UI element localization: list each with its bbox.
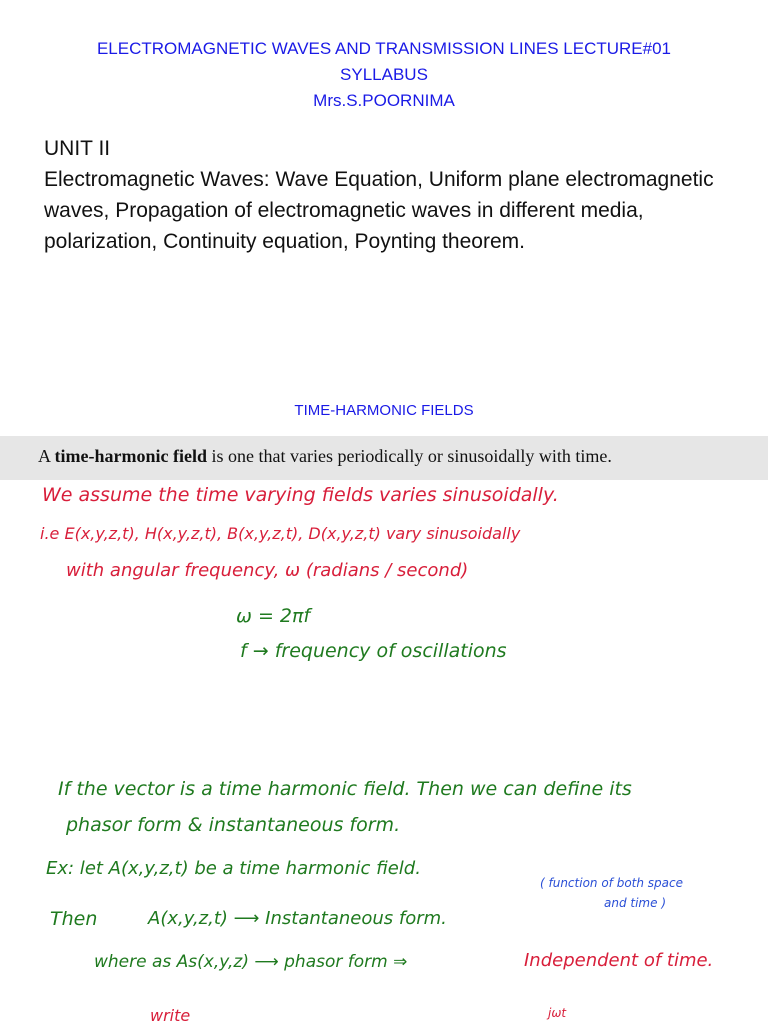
- note-independent: Independent of time.: [524, 950, 714, 971]
- instructor-name: Mrs.S.POORNIMA: [313, 91, 455, 110]
- note-assumption: We assume the time varying fields varies sinusoidally.: [42, 484, 559, 506]
- note-exponent: jωt: [548, 1006, 567, 1020]
- note-angular-frequency: with angular frequency, ω (radians / second): [66, 560, 469, 581]
- note-space-time-2: and time ): [604, 896, 666, 910]
- note-instantaneous: A(x,y,z,t) ⟶ Instantaneous form.: [148, 908, 447, 929]
- unit-label: UNIT II: [44, 137, 111, 160]
- syllabus-block: [44, 134, 744, 257]
- note-then: Then: [50, 908, 98, 930]
- note-frequency: f → frequency of oscillations: [240, 640, 507, 662]
- section-title: TIME-HARMONIC FIELDS: [294, 402, 474, 419]
- note-forms: phasor form & instantaneous form.: [66, 814, 401, 836]
- note-space-time-1: ( function of both space: [540, 876, 683, 890]
- note-write: write: [150, 1006, 191, 1025]
- definition-text: A time-harmonic field is one that varies periodically or sinusoidally with time.: [38, 446, 612, 466]
- course-title: ELECTROMAGNETIC WAVES AND TRANSMISSION LINES LECTURE#01: [96, 39, 672, 58]
- unit-description: Electromagnetic Waves: Wave Equation, Uniform plane electromagnetic waves, Propagation of electromagnetic waves in different media, polarization, Continuity equation, Poynting theorem.: [44, 168, 714, 253]
- syllabus-heading: SYLLABUS: [340, 65, 428, 84]
- definition-term: time-harmonic field: [54, 446, 207, 466]
- note-omega-equation: ω = 2πf: [236, 605, 311, 627]
- note-phasor-intro: If the vector is a time harmonic field. Then we can define its: [58, 778, 632, 800]
- page-header: [0, 36, 768, 114]
- note-phasor-form: where as As(x,y,z) ⟶ phasor form ⇒: [94, 952, 408, 972]
- note-fields: i.e E(x,y,z,t), H(x,y,z,t), B(x,y,z,t), D(x,y,z,t) vary sinusoidally: [40, 524, 521, 543]
- note-example: Ex: let A(x,y,z,t) be a time harmonic field.: [46, 858, 421, 879]
